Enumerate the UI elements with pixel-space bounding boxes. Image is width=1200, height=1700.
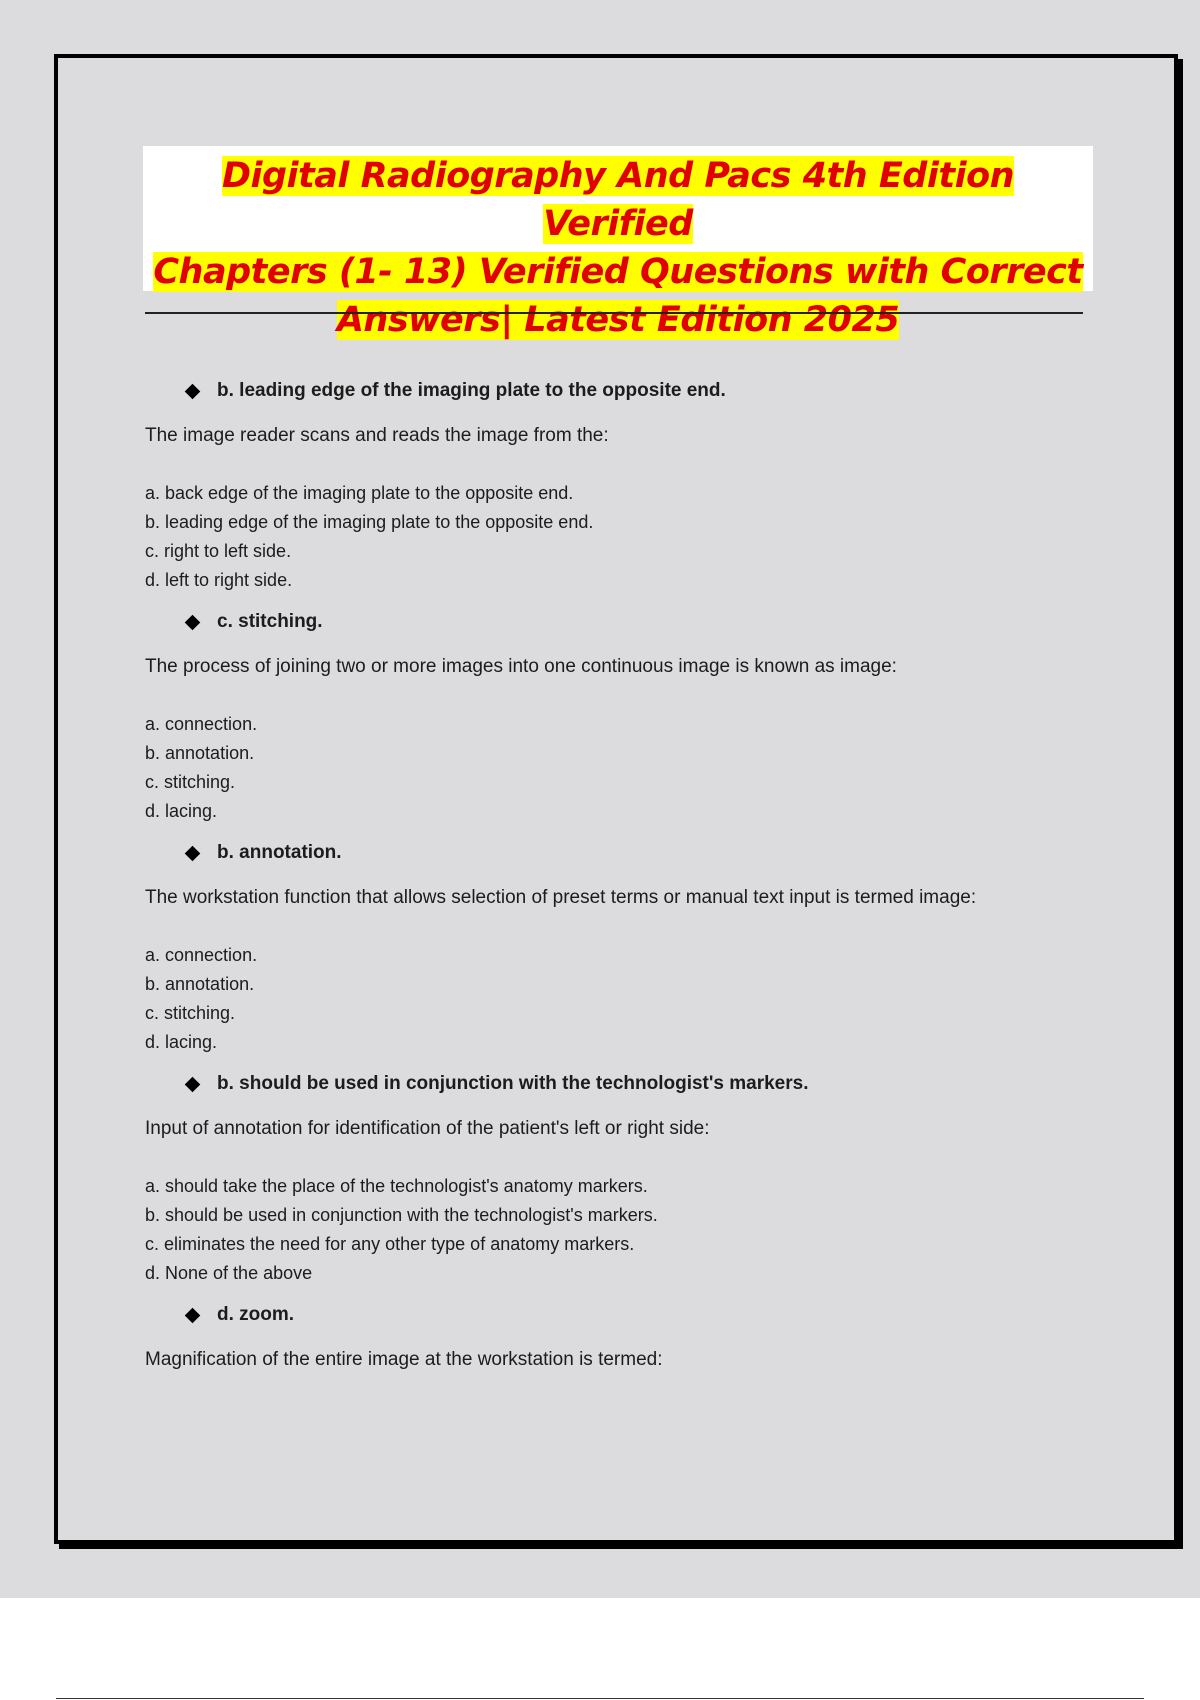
option-item: d. lacing. <box>145 801 218 821</box>
option-item: d. None of the above <box>145 1263 313 1283</box>
question-text: The image reader scans and reads the image from the: <box>145 425 609 446</box>
diamond-bullet-icon <box>185 384 201 400</box>
answer-line <box>145 840 1085 866</box>
answer-text: b. leading edge of the imaging plate to the opposite end. <box>217 380 726 401</box>
option-item: c. eliminates the need for any other type of anatomy markers. <box>145 1234 635 1254</box>
option-item: a. connection. <box>145 714 258 734</box>
title-line-2: Chapters (1- 13) Verified Questions with Correct <box>153 252 1083 292</box>
option-item: c. right to left side. <box>145 541 292 561</box>
option-item: d. lacing. <box>145 1032 218 1052</box>
option-item: b. annotation. <box>145 743 255 763</box>
title-line-3: Answers| Latest Edition 2025 <box>336 300 900 340</box>
option-item: a. connection. <box>145 945 258 965</box>
answer-line <box>145 1302 1085 1328</box>
document-title <box>143 146 1093 340</box>
option-list <box>145 710 1085 826</box>
option-item: c. stitching. <box>145 1003 236 1023</box>
answer-text: b. should be used in conjunction with the technologist's markers. <box>217 1073 809 1094</box>
diamond-bullet-icon <box>185 615 201 631</box>
option-item: b. annotation. <box>145 974 255 994</box>
title-divider <box>145 312 1083 314</box>
question-text: Magnification of the entire image at the workstation is termed: <box>145 1349 663 1370</box>
option-list <box>145 479 1085 595</box>
question-text: The process of joining two or more images into one continuous image is known as image: <box>145 656 897 677</box>
option-item: a. back edge of the imaging plate to the opposite end. <box>145 483 574 503</box>
option-item: d. left to right side. <box>145 570 293 590</box>
answer-line <box>145 378 1085 404</box>
question-text: The workstation function that allows selection of preset terms or manual text input is termed image: <box>145 887 977 908</box>
question-list <box>145 378 1085 1403</box>
answer-text: d. zoom. <box>217 1304 295 1325</box>
option-item: b. leading edge of the imaging plate to the opposite end. <box>145 512 594 532</box>
option-list <box>145 1172 1085 1288</box>
answer-text: b. annotation. <box>217 842 342 863</box>
page-footer-rule <box>56 1698 1144 1699</box>
diamond-bullet-icon <box>185 1308 201 1324</box>
question-text: Input of annotation for identification of the patient's left or right side: <box>145 1118 710 1139</box>
option-list <box>145 941 1085 1057</box>
option-item: b. should be used in conjunction with the technologist's markers. <box>145 1205 658 1225</box>
title-line-1: Digital Radiography And Pacs 4th Edition Verified <box>221 156 1015 244</box>
diamond-bullet-icon <box>185 1077 201 1093</box>
option-item: a. should take the place of the technologist's anatomy markers. <box>145 1176 648 1196</box>
answer-text: c. stitching. <box>217 611 323 632</box>
option-item: c. stitching. <box>145 772 236 792</box>
answer-line <box>145 1071 1085 1097</box>
diamond-bullet-icon <box>185 846 201 862</box>
answer-line <box>145 609 1085 635</box>
